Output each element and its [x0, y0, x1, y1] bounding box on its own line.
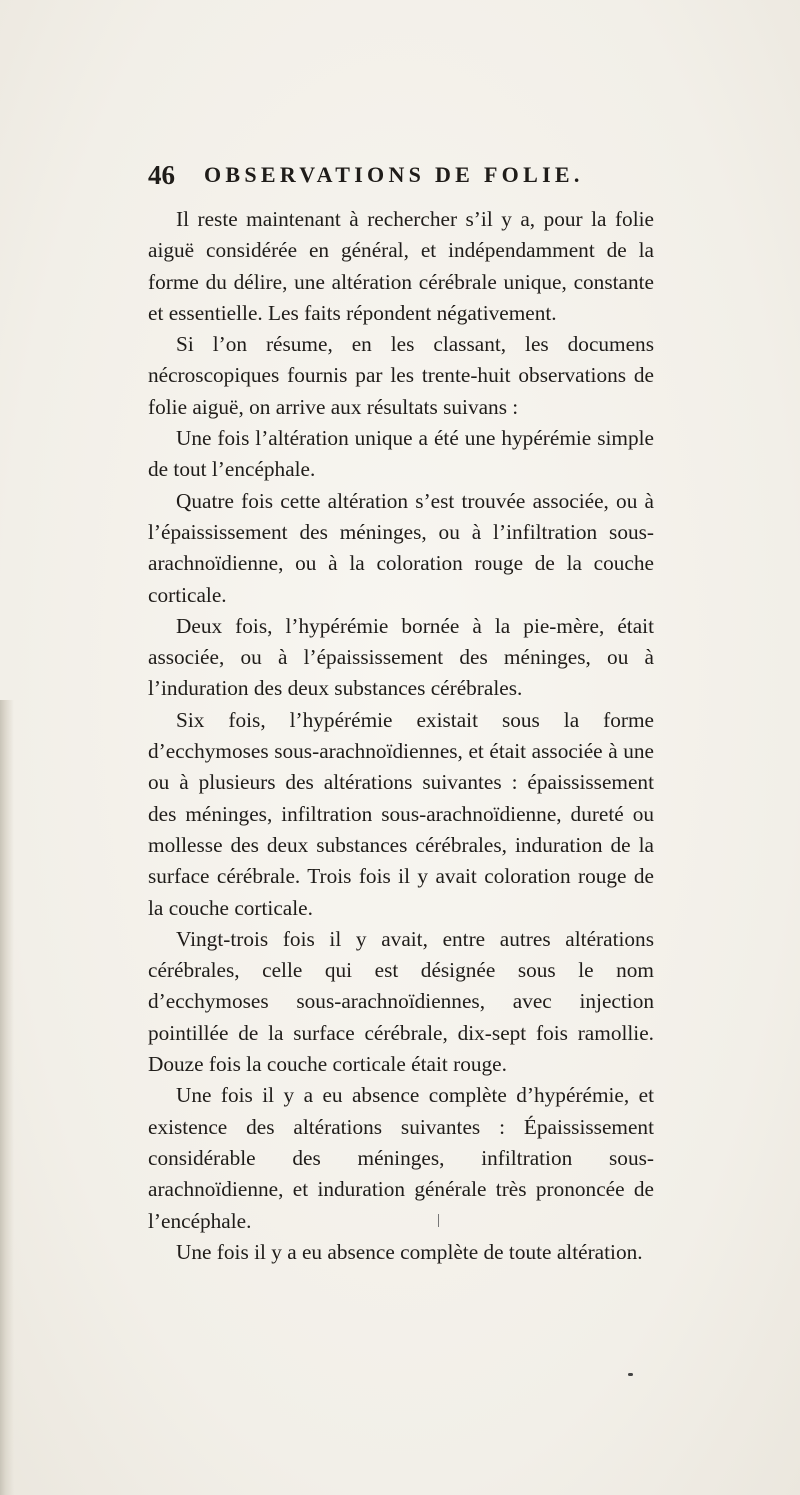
paragraph: Une fois il y a eu absence complète d’hypérémie, et existence des altérations suivantes : Épaississement considérable des méninges, infiltration sous-arachnoïdienne, et induration générale très prononcée de l’encéphale. — [148, 1083, 654, 1233]
paragraph: Deux fois, l’hypérémie bornée à la pie-mère, était associée, ou à l’épaississement des méninges, ou à l’induration des deux substances cérébrales. — [148, 613, 654, 701]
paragraph: Vingt-trois fois il y avait, entre autres altérations cérébrales, celle qui est désignée sous le nom d’ecchymoses sous-arachnoïdiennes, avec injection pointillée de la surface cérébrale, dix-sept fois ramollie. Douze fois la couche corticale était rouge. — [148, 926, 654, 1077]
page-binding-shadow — [0, 700, 14, 1495]
paragraph: Six fois, l’hypérémie existait sous la forme d’ecchymoses sous-arachnoïdiennes, et était associée à une ou à plusieurs des altérations suivantes : épaississement des méninges, infiltration sous-arachnoïdienne, dureté ou mollesse des deux substances cérébrales, induration de la surface cérébrale. Trois fois il y avait coloration rouge de la couche corticale. — [148, 707, 654, 920]
paragraph: Quatre fois cette altération s’est trouvée associée, ou à l’épaississement des méninges, ou à l’infiltration sous-arachnoïdienne, ou à la coloration rouge de la couche corticale. — [148, 488, 654, 607]
running-title: OBSERVATIONS DE FOLIE. — [204, 162, 584, 187]
paragraph: Une fois l’altération unique a été une hypérémie simple de tout l’encéphale. — [148, 426, 654, 482]
ink-speck — [628, 1373, 633, 1376]
body-text — [148, 204, 654, 1268]
paragraph: Si l’on résume, en les classant, les documens nécroscopiques fournis par les trente-huit observations de folie aiguë, on arrive aux résultats suivans : — [148, 332, 654, 419]
paragraph: Il reste maintenant à rechercher s’il y a, pour la folie aiguë considérée en général, et indépendamment de la forme du délire, une altération cérébrale unique, constante et essentielle. Les faits répondent négativement. — [148, 207, 654, 325]
page-header — [148, 160, 648, 194]
page-number: 46 — [148, 160, 175, 190]
ink-mark — [438, 1214, 439, 1227]
paragraph: Une fois il y a eu absence complète de toute altération. — [176, 1239, 643, 1264]
